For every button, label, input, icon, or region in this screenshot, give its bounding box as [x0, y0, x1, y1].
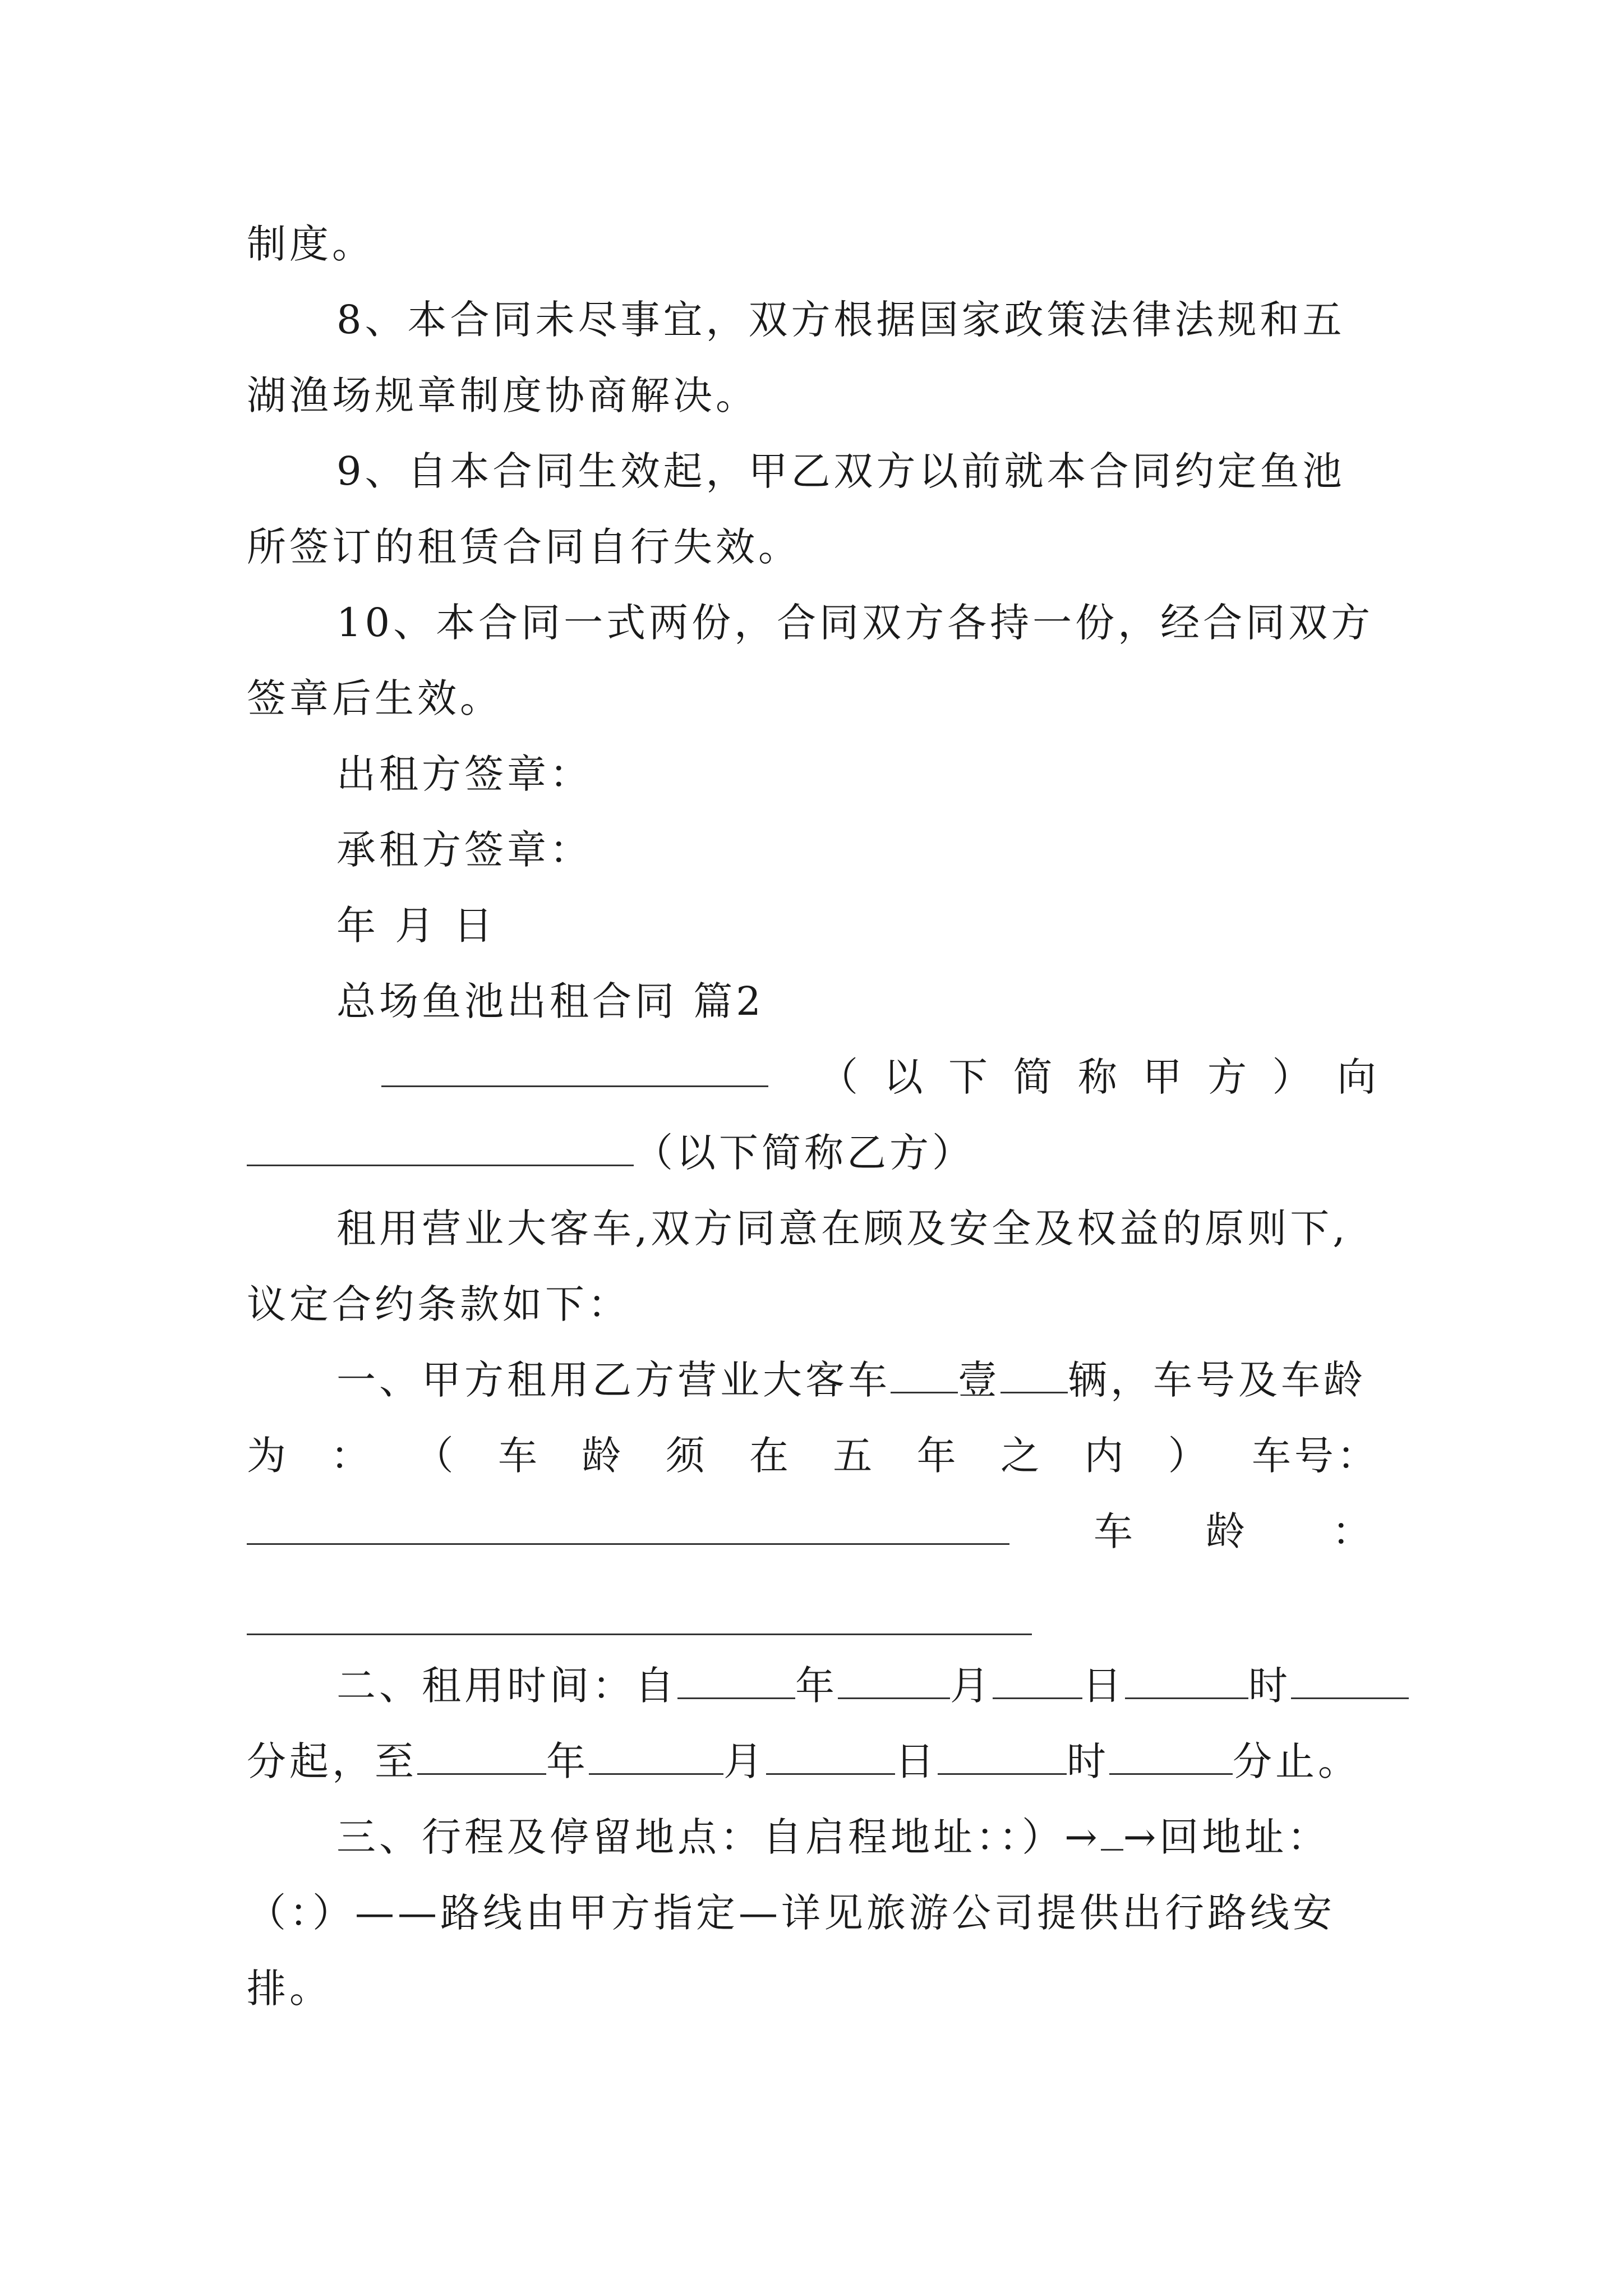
- end-month-blank[interactable]: [589, 1740, 723, 1775]
- clause-2-line-1: 二、租用时间：自 年 月 日 时: [336, 1660, 1380, 1711]
- start-hour-blank[interactable]: [1125, 1664, 1248, 1699]
- date-line: 年 月 日: [336, 903, 496, 949]
- end-hour-blank[interactable]: [938, 1740, 1067, 1775]
- start-month-blank[interactable]: [838, 1664, 950, 1699]
- intro-line-1: 租用营业大客车,双方同意在顾及安全及权益的原则下,: [336, 1205, 1349, 1251]
- clause-1-line-1: 一、甲方租用乙方营业大客车 壹 辆，车号及车龄: [336, 1357, 1366, 1403]
- vehicle-count-blank-left[interactable]: [891, 1358, 958, 1393]
- party-b-line: [247, 1128, 1380, 1178]
- para-8-line-2: 湖渔场规章制度协商解决。: [247, 372, 758, 418]
- vehicle-count-blank-right[interactable]: [1000, 1358, 1068, 1393]
- party-a-blank[interactable]: [381, 1052, 768, 1087]
- party-a-line: [381, 1052, 1380, 1102]
- end-day-blank[interactable]: [766, 1740, 895, 1775]
- end-minute-blank[interactable]: [1109, 1740, 1233, 1775]
- end-year-blank[interactable]: [417, 1740, 546, 1775]
- stopover-blank[interactable]: [1101, 1815, 1123, 1851]
- clause-2-line-2: 分起，至 年 月 日 时 分止。: [247, 1738, 1361, 1784]
- start-minute-blank[interactable]: [1291, 1664, 1409, 1699]
- clause-3-line-1: 三、行程及停留地点：自启程地址：：）→ →回地址：: [336, 1814, 1330, 1860]
- clause-1-line-3: 车 龄 ：: [247, 1506, 1380, 1557]
- vehicle-age-blank[interactable]: [247, 1634, 1032, 1635]
- vehicle-count-value[interactable]: 壹: [958, 1357, 1000, 1403]
- lessor-signature-label: 出租方签章：: [336, 751, 592, 797]
- para-9-line-2: 所签订的租赁合同自行失效。: [247, 524, 801, 570]
- party-b-text: （以下简称乙方）: [634, 1130, 975, 1176]
- clause-3-line-3: 排。: [247, 1966, 332, 2012]
- party-a-text: （ 以 下 简 称 甲 方 ） 向: [819, 1054, 1380, 1100]
- clause-3-line-2: （：）——路线由甲方指定—详见旅游公司提供出行路线安: [247, 1890, 1335, 1936]
- plate-number-blank[interactable]: [247, 1510, 1009, 1545]
- intro-line-2: 议定合约条款如下：: [247, 1281, 630, 1327]
- start-year-blank[interactable]: [677, 1664, 795, 1699]
- para-8-line-1: 8、本合同未尽事宜，双方根据国家政策法律法规和五: [336, 297, 1345, 343]
- clause-1-line-2: 为 ： （ 车 龄 须 在 五 年 之 内 ） 车号：: [247, 1433, 1380, 1479]
- para-10-line-1: 10、本合同一式两份，合同双方各持一份，经合同双方: [336, 600, 1374, 646]
- party-b-blank[interactable]: [247, 1131, 634, 1166]
- section-title: 总场鱼池出租合同 篇2: [336, 978, 764, 1024]
- para-10-line-2: 签章后生效。: [247, 675, 502, 721]
- para-7-tail: 制度。: [247, 221, 375, 267]
- lessee-signature-label: 承租方签章：: [336, 827, 592, 873]
- start-day-blank[interactable]: [993, 1664, 1082, 1699]
- para-9-line-1: 9、自本合同生效起，甲乙双方以前就本合同约定鱼池: [336, 448, 1345, 494]
